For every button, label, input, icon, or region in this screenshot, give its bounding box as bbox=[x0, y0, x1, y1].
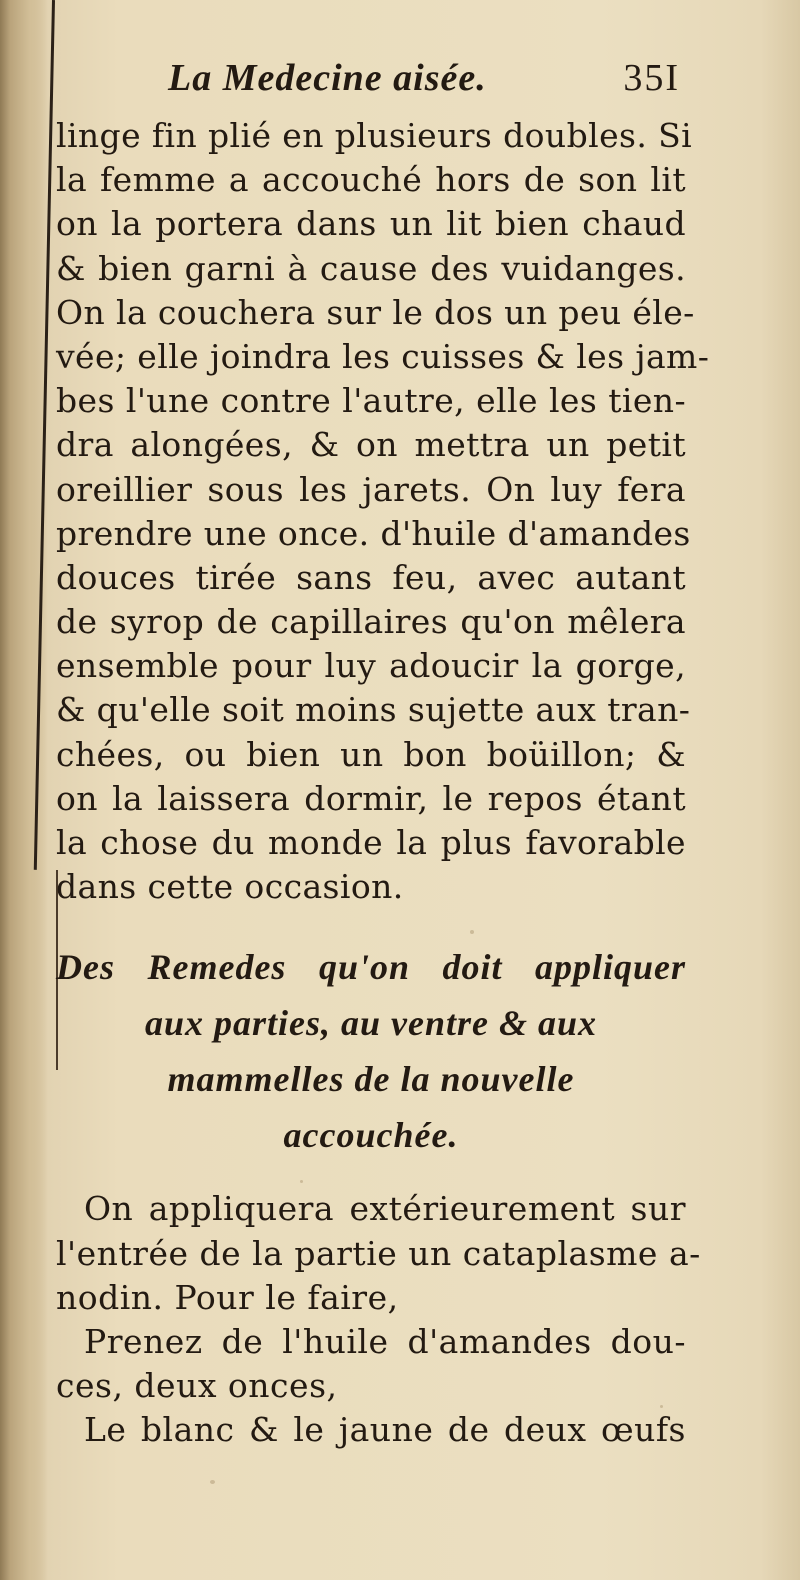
text-line: on la laissera dormir, le repos étant bbox=[56, 778, 686, 818]
text-line: ensemble pour luy adoucir la gorge, bbox=[56, 646, 686, 686]
text-line: dra alongées, & on mettra un petit bbox=[56, 425, 686, 465]
running-title: La Medecine aisée. bbox=[168, 57, 487, 99]
page-text-block bbox=[56, 56, 710, 1453]
text-line: oreillier sous les jarets. On luy fera bbox=[56, 469, 686, 509]
text-line: On la couchera sur le dos un peu éle- bbox=[56, 292, 695, 332]
text-line: vée; elle joindra les cuisses & les jam- bbox=[56, 336, 710, 376]
heading-line: aux parties, au ventre & aux bbox=[144, 1003, 598, 1044]
text-line: douces tirée sans feu, avec autant bbox=[56, 557, 686, 597]
paragraph-1 bbox=[56, 114, 710, 909]
text-line: on la portera dans un lit bien chaud bbox=[56, 204, 686, 244]
text-line: & qu'elle soit moins sujette aux tran- bbox=[56, 690, 691, 730]
section-heading bbox=[56, 939, 686, 1163]
paper-speck bbox=[210, 1480, 215, 1484]
text-line: ces, deux onces, bbox=[56, 1366, 338, 1406]
paragraph-2 bbox=[56, 1187, 701, 1452]
text-line: & bien garni à cause des vuidanges. bbox=[56, 248, 686, 288]
page-binding-shadow bbox=[0, 0, 48, 1580]
running-head bbox=[56, 56, 686, 114]
text-line: nodin. Pour le faire, bbox=[56, 1277, 399, 1317]
text-line: bes l'une contre l'autre, elle les tien- bbox=[56, 381, 686, 421]
text-line: Le blanc & le jaune de deux œufs bbox=[84, 1410, 686, 1450]
text-line: de syrop de capillaires qu'on mêlera bbox=[56, 602, 686, 642]
text-line: On appliquera extérieurement sur bbox=[84, 1189, 686, 1229]
heading-line: mammelles de la nouvelle bbox=[167, 1059, 575, 1100]
page-number: 35I bbox=[623, 57, 680, 99]
text-line: linge fin plié en plusieurs doubles. Si bbox=[56, 116, 693, 155]
text-line: l'entrée de la partie un cataplasme a- bbox=[56, 1233, 701, 1273]
text-line: prendre une once. d'huile d'amandes bbox=[56, 513, 691, 553]
heading-line: Des Remedes qu'on doit appliquer bbox=[56, 947, 686, 988]
text-line: la chose du monde la plus favorable bbox=[56, 823, 686, 862]
text-line: la femme a accouché hors de son lit bbox=[56, 160, 686, 200]
text-line: chées, ou bien un bon boüillon; & bbox=[56, 734, 686, 774]
text-line: dans cette occasion. bbox=[56, 867, 404, 907]
text-line: Prenez de l'huile d'amandes dou- bbox=[84, 1321, 686, 1361]
heading-line: accouchée. bbox=[283, 1115, 459, 1156]
